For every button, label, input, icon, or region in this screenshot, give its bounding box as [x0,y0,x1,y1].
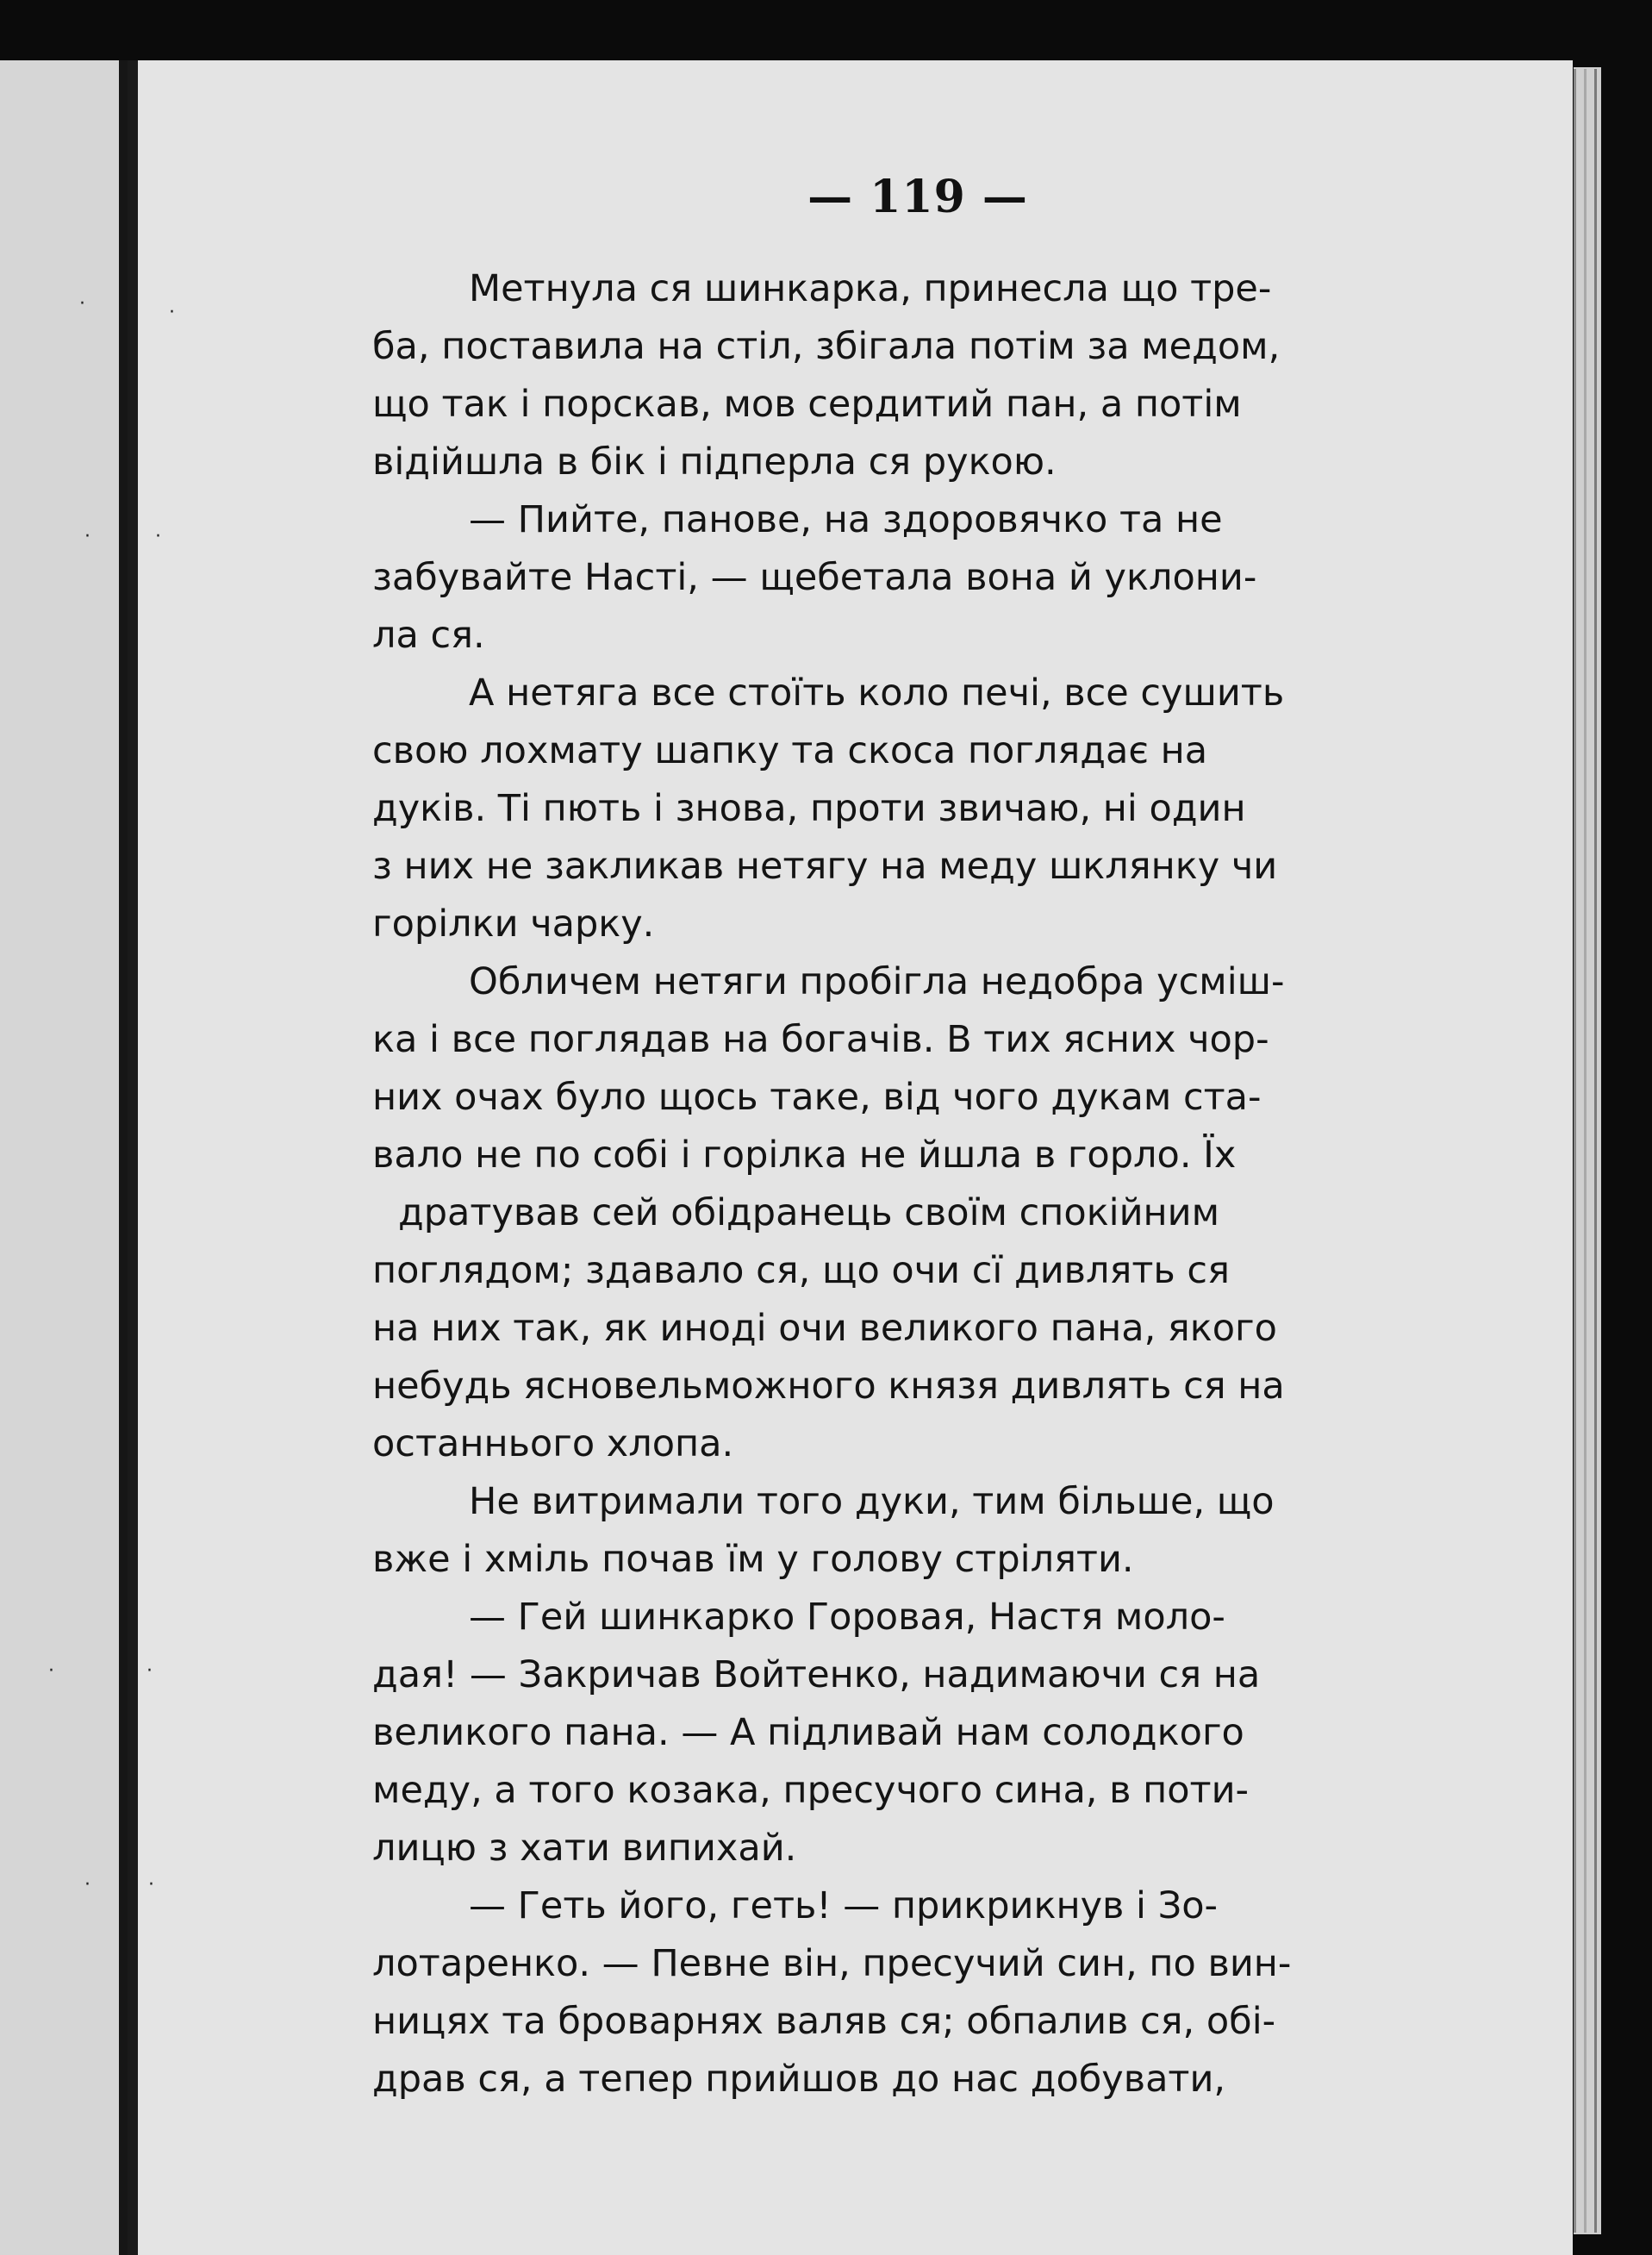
text-line: великого пана. — А підливай нам солодкого [372,1711,1244,1754]
margin-speck: · [148,1874,154,1896]
text-line: останнього хлопа. [372,1422,734,1465]
text-line: дая! — Закричав Войтенко, надимаючи ся на [372,1653,1261,1696]
binding-line [119,60,128,2255]
text-line: меду, а того козака, пресучого сина, в поти- [372,1769,1250,1812]
text-line: А нетяга все стоїть коло печі, все сушить [469,672,1285,715]
text-line: що так і порскав, мов сердитий пан, а потім [372,383,1242,426]
text-line: з них не закликав нетягу на меду шклянку чи [372,845,1278,888]
body-text [372,260,1448,2108]
text-line: ла ся. [372,614,485,657]
page-edges [1574,67,1601,2234]
text-line: небудь ясновельможного князя дивлять ся на [372,1365,1285,1408]
margin-speck: · [146,1660,153,1682]
margin-speck: · [84,1874,90,1896]
text-line: вало не по собі і горілка не йшла в горло. Їх [372,1134,1237,1177]
text-line: дратував сей обідранець своїм спокійним [398,1191,1220,1234]
page-edge-line [1574,69,1576,2233]
page-number: — 119 — [807,171,1028,223]
text-line: Обличем нетяги пробігла недобра усміш- [469,960,1285,1003]
text-line: драв ся, а тепер прийшов до нас добувати, [372,2058,1226,2101]
text-line: Не витримали того дуки, тим більше, що [469,1480,1275,1523]
text-line: забувайте Насті, — щебетала вона й уклони- [372,556,1257,599]
margin-speck: · [169,302,175,323]
page-edge-line [1594,69,1597,2233]
text-line: ницях та броварнях валяв ся; обпалив ся, обі- [372,2000,1276,2043]
text-line: на них так, як иноді очи великого пана, якого [372,1307,1277,1350]
margin-speck: · [155,526,161,547]
text-line: Метнула ся шинкарка, принесла що тре- [469,267,1272,310]
margin-speck: · [79,293,85,315]
text-line: — Пийте, панове, на здоровячко та не [469,498,1223,541]
text-line: дуків. Ті пють і знова, проти звичаю, ні один [372,787,1246,830]
text-line: поглядом; здавало ся, що очи сї дивлять ся [372,1249,1230,1292]
text-line: лотаренко. — Певне він, пресучий син, по вин- [372,1942,1292,1985]
text-line: свою лохмату шапку та скоса поглядає на [372,729,1208,772]
text-line: — Геть його, геть! — прикрикнув і Зо- [469,1884,1219,1927]
text-line: ка і все поглядав на богачів. В тих ясних чор- [372,1018,1269,1061]
page-edge-line [1584,69,1587,2233]
text-line: них очах було щось таке, від чого дукам ста- [372,1076,1262,1119]
margin-speck: · [48,1660,54,1682]
margin-speck: · [84,526,90,547]
text-line: ба, поставила на стіл, збігала потім за медом, [372,325,1281,368]
text-line: — Гей шинкарко Горовая, Настя моло- [469,1596,1225,1639]
previous-page-edge [0,60,128,2255]
text-line: відійшла в бік і підперла ся рукою. [372,440,1057,484]
text-line: вже і хміль почав їм у голову стріляти. [372,1538,1134,1581]
text-line: лицю з хати випихай. [372,1827,797,1870]
text-line: горілки чарку. [372,903,655,946]
